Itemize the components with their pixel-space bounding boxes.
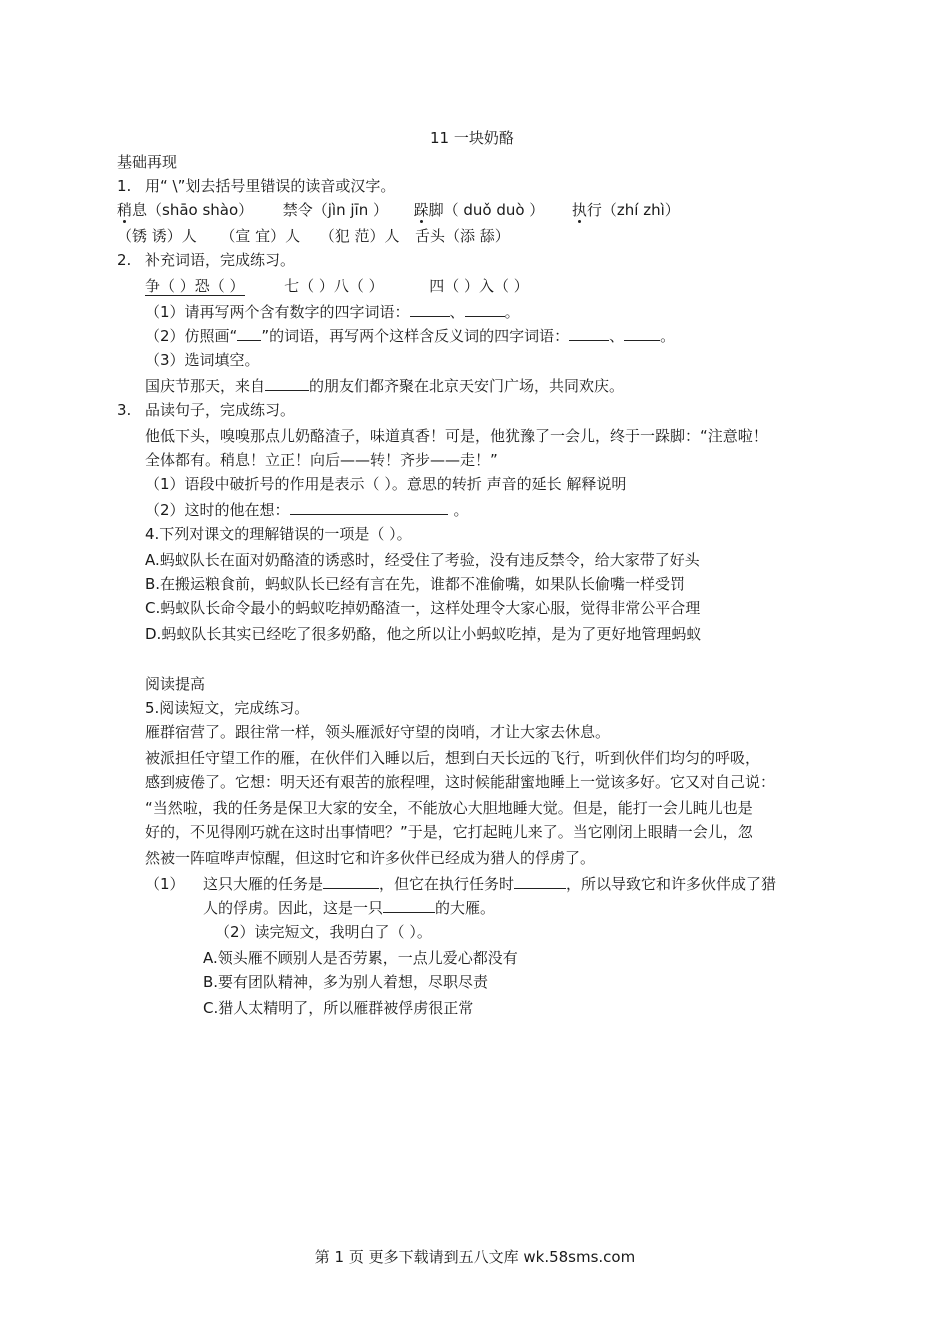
- q2-sub1: （1）请再写两个含有数字的四字词语： 、 。: [145, 303, 520, 321]
- q2-instruction: 补充词语，完成练习。: [145, 251, 296, 269]
- q5-instruction: 5.阅读短文，完成练习。: [145, 699, 310, 717]
- q4-option-d: D.蚂蚁队长其实已经吃了很多奶酪，他之所以让小蚂蚁吃掉，是为了更好地管理蚂蚁: [145, 625, 702, 643]
- q3-sub2: （2）这时的他在想： 。: [145, 501, 469, 519]
- page-title: 11 一块奶酪: [430, 129, 514, 147]
- q2-number: 2.: [117, 251, 132, 269]
- q1-char-item: （锈 诱）人: [117, 227, 197, 245]
- q2-idiom-row: [145, 276, 529, 296]
- answer-blank[interactable]: [237, 326, 261, 341]
- q1-word-dotted: 稍: [117, 201, 133, 219]
- q4-option-a: A.蚂蚁队长在面对奶酪渣的诱惑时，经受住了考验，没有违反禁令，给大家带了好头: [145, 551, 700, 569]
- q4-option-b: B.在搬运粮食前，蚂蚁队长已经有言在先，谁都不准偷嘴，如果队长偷嘴一样受罚: [145, 575, 686, 593]
- q1-item-zhixing: 执行（zhí zhì）: [571, 201, 680, 219]
- q1-item-jinling: 禁令（jìn jīn ）: [282, 201, 388, 219]
- answer-blank[interactable]: [410, 302, 450, 317]
- answer-blank[interactable]: [290, 500, 448, 515]
- q5-passage-line: 感到疲倦了。它想：明天还有艰苦的旅程哩，这时候能甜蜜地睡上一觉该多好。它又对自己说：: [145, 773, 776, 791]
- q4-option-c: C.蚂蚁队长命令最小的蚂蚁吃掉奶酪渣一，这样处理令大家心服，觉得非常公平合理: [145, 599, 701, 617]
- q2-fill-sentence: 国庆节那天，来自 的朋友们都齐聚在北京天安门广场，共同欢庆。: [145, 377, 625, 395]
- answer-blank[interactable]: [265, 376, 309, 391]
- q3-passage-line: 全体都有。稍息！立正！向后——转！齐步——走！”: [145, 451, 498, 469]
- q3-number: 3.: [117, 401, 132, 419]
- q1-item-duojiao: 跺脚（ duǒ duò ）: [413, 201, 545, 219]
- q1-item-shaoxi: 稍息（shāo shào）: [117, 201, 254, 219]
- q3-instruction: 品读句子，完成练习。: [145, 401, 296, 419]
- q5-option-c: C.猎人太精明了，所以雁群被俘虏很正常: [203, 999, 474, 1017]
- q1-number: 1.: [117, 177, 132, 195]
- q4-question: 4.下列对课文的理解错误的一项是（ ）。: [145, 525, 412, 543]
- q1-char-item: （犯 范）人: [319, 227, 400, 245]
- q5-passage-line: 被派担任守望工作的雁，在伙伴们入睡以后，想到白天长远的飞行，听到伙伴们均匀的呼吸，: [145, 749, 761, 767]
- answer-blank[interactable]: [323, 874, 379, 889]
- q3-passage-line: 他低下头，嗅嗅那点儿奶酪渣子，味道真香！可是，他犹豫了一会儿，终于一跺脚：“注意啦！: [145, 427, 768, 445]
- q5-passage-line: 雁群宿营了。跟往常一样，领头雁派好守望的岗哨，才让大家去休息。: [145, 723, 611, 741]
- section-heading-reading: 阅读提高: [145, 675, 206, 693]
- q2-sub3: （3）选词填空。: [145, 351, 260, 369]
- q5-passage-line: 好的，不见得刚巧就在这时出事情吧？”于是，它打起盹儿来了。当它刚闭上眼睛一会儿，忽: [145, 823, 753, 841]
- q2-idiom: 四（ ）入（ ）: [429, 277, 529, 295]
- q1-char-item: （宣 宜）人: [220, 227, 301, 245]
- q1-char-item: 舌头（添 舔）: [415, 227, 510, 245]
- q1-pinyin-row: [117, 200, 680, 220]
- q5-sub2: （2）读完短文，我明白了（ ）。: [215, 923, 432, 941]
- q5-sub1-line2: 人的俘虏。因此，这是一只 的大雁。: [203, 899, 496, 917]
- answer-blank[interactable]: [514, 874, 566, 889]
- answer-blank[interactable]: [465, 302, 505, 317]
- answer-blank[interactable]: [383, 898, 435, 913]
- q1-instruction: 用“ \”划去括号里错误的读音或汉字。: [145, 177, 396, 195]
- answer-blank[interactable]: [569, 326, 609, 341]
- page-footer: 第 1 页 更多下载请到五八文库 wk.58sms.com: [314, 1248, 636, 1266]
- answer-blank[interactable]: [624, 326, 660, 341]
- q2-idiom: 七（ ）八（ ）: [284, 277, 384, 295]
- q2-underlined-idiom: 争（ ）恐（ ）: [145, 277, 245, 295]
- q5-passage-line: 然被一阵喧哗声惊醒，但这时它和许多伙伴已经成为猎人的俘虏了。: [145, 849, 596, 867]
- q5-sub1-number: （1）: [145, 875, 185, 893]
- q3-sub1: （1）语段中破折号的作用是表示（ ）。意思的转折 声音的延长 解释说明: [145, 475, 627, 493]
- q5-option-a: A.领头雁不顾别人是否劳累，一点儿爱心都没有: [203, 949, 518, 967]
- section-heading-basics: 基础再现: [117, 153, 178, 171]
- q5-sub1-line1: 这只大雁的任务是 ，但它在执行任务时 ，所以导致它和许多伙伴成了猎: [203, 875, 777, 893]
- q5-passage-line: “当然啦，我的任务是保卫大家的安全，不能放心大胆地睡大觉。但是，能打一会儿盹儿也是: [145, 799, 753, 817]
- q1-char-row: [117, 226, 510, 246]
- q2-sub2: （2）仿照画“ ”的词语，再写两个这样含反义词的四字词语： 、 。: [145, 327, 676, 345]
- q5-option-b: B.要有团队精神，多为别人着想，尽职尽责: [203, 973, 489, 991]
